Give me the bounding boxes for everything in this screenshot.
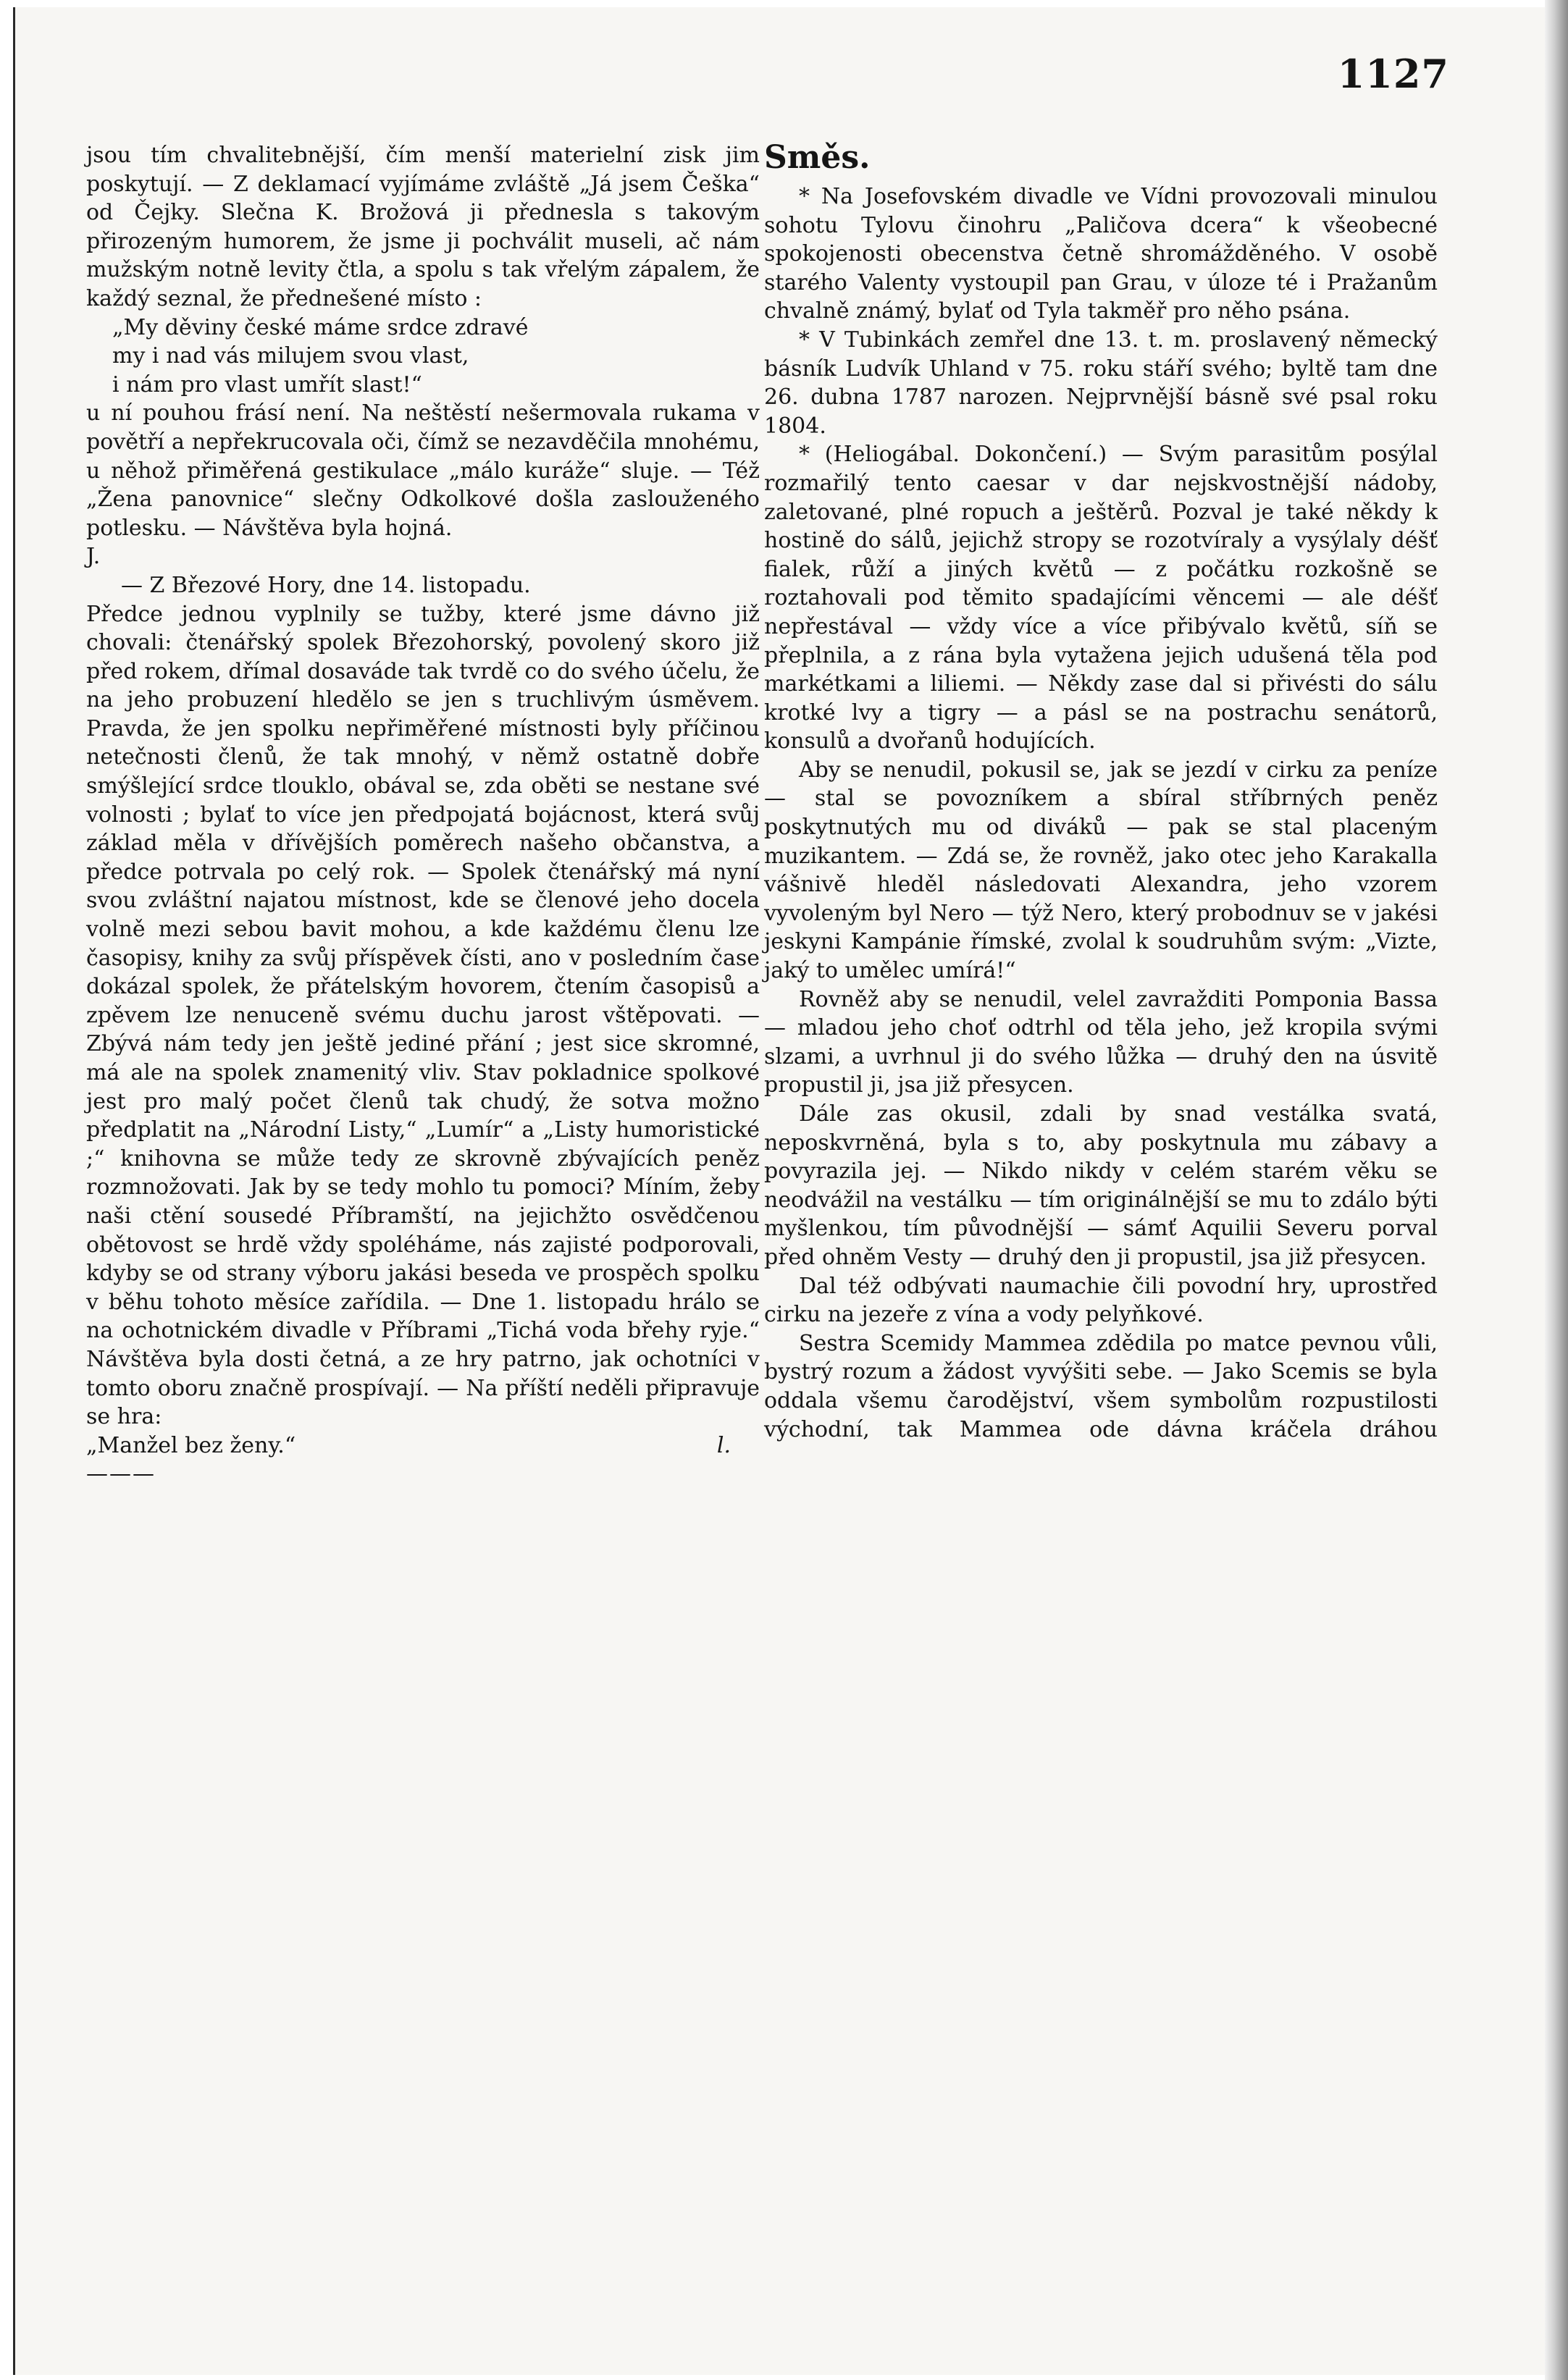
news-item: * (Heliogábal. Dokončení.) — Svým parasitům posýlal rozmařilý tento caesar v dar nejskvostnější nádoby, zaletované, plné ropuch a ještěrů. Pozval je také někdy k hostině do sálů, jejichž stropy se rozotvíraly a vysýlaly déšť fialek, růží a jiných květů — z počátku rozkošně se roztahovali pod těmito spadajícími věncemi — ale déšť nepřestával — vždy více a více přibývalo květů, síň se přeplnila, a z rána byla vytažena jejich udušená těla pod markétkami a liliemi. — Někdy zase dal si přivésti do sálu krotké lvy a tigry — a pásl se na postrachu senátorů, konsulů a dvořanů hodujících. [764, 442, 1438, 754]
paragraph-declamation-cont: u ní pouhou frásí není. Na neštěstí nešermovala rukama v povětří a nepřekrucovala oči, čímž se nezavděčila mnohému, u něhož přiměřená gestikulace „málo kuráže“ sluje. — Též „Žena panovnice“ slečny Odkolkové došla zaslouženého potlesku. — Návštěva byla hojná. [86, 400, 760, 541]
page-number: 1127 [1337, 51, 1449, 97]
section-separator: ——— [86, 1461, 156, 1487]
dateline: — Z Březové Hory, dne 14. listopadu. [121, 572, 531, 598]
closing-line [86, 1431, 760, 1460]
paragraph-declamation: jsou tím chvalitebnější, čím menší materielní zisk jim poskytují. — Z deklamací vyjímáme zvláště „Já jsem Češka“ od Čejky. Slečna K. Brožová ji přednesla s takovým přirozeným humorem, že jsme ji pochválit museli, ač nám mužským notně levity čtla, a spolu s tak vřelým zápalem, že každý seznal, že přednešené místo : [86, 143, 760, 311]
news-item: Sestra Scemidy Mammea zdědila po matce pevnou vůli, bystrý rozum a žádost vyvýšiti sebe. — Jako Scemis se byla oddala všemu čarodějství, všem symbolům rozpustilosti východní, tak Mammea ode dávna kráčela dráhou [764, 1330, 1438, 1442]
poem-quote [86, 314, 760, 400]
play-title: „Manžel bez ženy.“ [86, 1432, 296, 1458]
news-item: * Na Josefovském divadle ve Vídni provozovali minulou sohotu Tylovu činohru „Paličova dcera“ k všeobecné spokojenosti obecenstva četně shromážděného. V osobě starého Valenty vystoupil pan Grau, v úloze té i Pražanům chvalně známý, bylať od Tyla takměř pro něho psána. [764, 184, 1438, 324]
news-item: * V Tubinkách zemřel dne 13. t. m. proslavený německý básník Ludvík Uhland v 75. roku stáří svého; byltě tam dne 26. dubna 1787 narozen. Nejprvnější básně své psal roku 1804. [764, 327, 1438, 439]
poem-line: i nám pro vlast umřít slast!“ [112, 371, 422, 398]
news-item: Rovněž aby se nenudil, velel zavražditi Pomponia Bassa — mladou jeho choť odtrhl od těla jeho, jež kropila svými slzami, a uvrhnul ji do svého lůžka — druhý den na úsvitě propustil ji, jsa již přesycen. [764, 986, 1438, 1098]
paragraph-reading-club: Předce jednou vyplnily se tužby, které jsme dávno již chovali: čtenářský spolek Březohorský, povolený skoro již před rokem, dřímal dosaváde tak tvrdě co do svého účelu, že na jeho probuzení hledělo se jen s truchlivým úsměvem. Pravda, že jen spolku nepřiměřené místnosti byly příčinou netečnosti členů, že tak mnohý, v němž ostatně dobře smýšlející srdce tlouklo, obával se, zda oběti se nestane své volnosti ; bylať to více jen předpojatá bojácnost, která svůj základ měla v dřívějších poměrech našeho občanstva, a předce potrvala po celý rok. — Spolek čtenářský má nyní svou zvláštní najatou místnost, kde se členové jeho docela volně mezi sebou bavit mohou, a kde každému členu lze časopisy, knihy za svůj příspěvek čísti, ano v posledním čase dokázal spolek, že přátelským hovorem, čtením časopisů a zpěvem lze nenuceně svému duchu jarost vštěpovati. — Zbývá nám tedy jen ještě jediné přání ; jest sice skromné, má ale na spolek znamenitý vliv. Stav pokladnice spolkové jest pro malý počet členů tak chudý, že sotva možno předplatit na „Národní Listy,“ „Lumír“ a „Listy humoristické ;“ knihovna se může tedy ze skrovně zbývajících peněz rozmnožovati. Jak by se tedy mohlo tu pomoci? Míním, žeby naši ctění sousedé Příbramští, na jejichžto osvědčenou obětovost se hrdě vždy spoléháme, nás zajisté podporovali, kdyby se od strany výboru jakási beseda ve prospěch spolku v běhu tohoto měsíce zařídila. — Dne 1. listopadu hrálo se na ochotnickém divadle v Příbrami „Tichá voda břehy ryje.“ Návštěva byla dosti četná, a ze hry patrno, jak ochotníci v tomto oboru značně prospívají. — Na příští neděli připravuje se hra: [86, 601, 760, 1430]
section-heading: Směs. [764, 139, 871, 176]
author-signature: l. [716, 1432, 731, 1458]
author-signature: J. [86, 544, 101, 570]
scan-edge-shadow [1545, 0, 1568, 2380]
left-column [86, 141, 760, 1489]
news-item: Aby se nenudil, pokusil se, jak se jezdí v cirku za peníze — stal se povozníkem a sbíral stříbrných peněz poskytnutých mu od diváků — pak se stal placeným muzikantem. — Zdá se, že rovněž, jako otec jeho Karakalla vášnivě hleděl následovati Alexandra, jeho vzorem vyvoleným byl Nero — týž Nero, který probodnuv se v jakési jeskyni Kampánie římské, zvolal k soudruhům svým: „Vizte, jaký to umělec umírá!“ [764, 757, 1438, 984]
news-item: Dále zas okusil, zdali by snad vestálka svatá, neposkvrněná, byla s to, aby poskytnula mu zábavy a povyrazila jej. — Nikdo nikdy v celém starém věku se neodvážil na vestálku — tím originálnější se mu to zdálo býti myšlenkou, tím původnější — sámť Aquilii Severu porval před ohněm Vesty — druhý den ji propustil, jsa již přesycen. [764, 1101, 1438, 1270]
right-column [764, 138, 1438, 1444]
news-item: Dal též odbývati naumachie čili povodní hry, uprostřed cirku na jezeře z vína a vody pelyňkové. [764, 1273, 1438, 1328]
newspaper-page [13, 7, 1548, 2375]
poem-line: my i nad vás milujem svou vlast, [112, 343, 469, 369]
poem-line: „My děviny české máme srdce zdravé [112, 314, 529, 340]
